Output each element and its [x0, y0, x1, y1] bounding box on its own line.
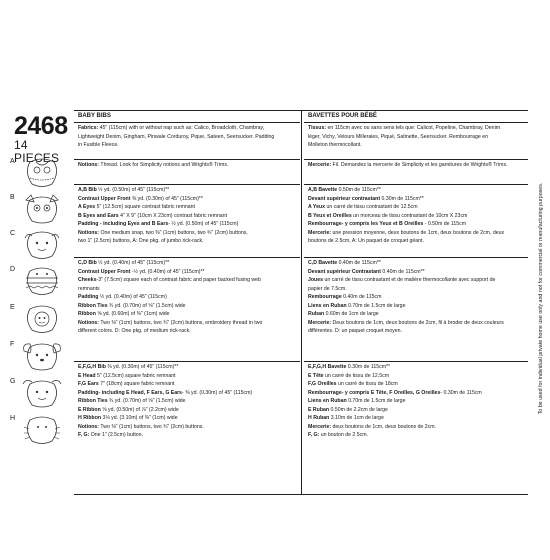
spec-line-label: Mercerie:	[308, 162, 332, 168]
spec-line-text: ¾ yd. (0.70m) of ⅝" (1.5cm) wide	[107, 302, 186, 309]
spec-line-text: 0.30m de 115cm**	[380, 195, 424, 202]
spec-line	[78, 212, 297, 221]
spec-line	[78, 372, 297, 381]
spec-line-label: Padding - including Eyes and B Ears	[78, 221, 169, 227]
spec-line	[308, 319, 525, 328]
thumbnail-letter: G	[10, 378, 16, 385]
spec-line	[78, 302, 297, 311]
spec-line-text: deux boutons de 1cm, deux boutons de 2cm.	[331, 423, 437, 430]
spec-line-text: Molleton thermocollant.	[308, 142, 362, 148]
spec-line-label: Ribbon Ties	[78, 302, 108, 309]
spec-line	[78, 327, 297, 336]
spec-line-text: remnants	[78, 285, 100, 292]
spec-line-text: un bouton de 2.5cm.	[319, 432, 368, 438]
pattern-pieces-count: 14 PIECES	[14, 138, 60, 165]
spec-line-label: Rembourrage- y compris E Tête, F Oreilles, G Oreilles	[308, 389, 441, 396]
spec-line-label: Notions:	[78, 319, 100, 326]
spec-line	[308, 161, 525, 170]
spec-line	[308, 293, 525, 302]
spec-line-text: 0.70m de 1.5cm de large	[346, 302, 406, 309]
spec-line-text: ⅜ yd. (0.30m) of 45" (115cm)**	[130, 195, 203, 202]
french-mercerie-section	[304, 160, 528, 185]
spec-line	[308, 380, 525, 389]
spec-line	[308, 124, 525, 133]
thumbnail-letter: B	[10, 194, 15, 201]
spec-line-label: E Tête	[308, 372, 324, 379]
spec-line-text: ⅝ yd. (0.50m) of ⅞" (2.2cm) wide	[100, 406, 179, 413]
spec-line-label: Ruban	[308, 311, 325, 317]
spec-line	[308, 259, 525, 268]
spec-line-label: Rembourrage- y compris les Yeux et B Oreilles	[308, 221, 424, 227]
spec-line-label: Ribbon	[78, 311, 96, 317]
spec-line	[78, 268, 297, 277]
yardage-table	[74, 110, 528, 495]
spec-line	[308, 423, 525, 432]
spec-line-text: in Fusible Fleece.	[78, 142, 119, 148]
spec-line	[308, 229, 525, 238]
spec-line	[308, 302, 525, 311]
french-section-efgh	[304, 362, 528, 494]
spec-line-label: Liens en Ruban	[308, 398, 347, 404]
english-section-ab	[74, 185, 300, 258]
spec-line-text: Deux boutons de 1cm, deux boutons de 2cm, fil à broder de deux couleurs	[331, 319, 504, 326]
spec-line-label: A,B Bib	[78, 187, 97, 193]
french-tissus-section	[304, 123, 528, 160]
spec-line	[78, 293, 297, 302]
spec-line-text: léger, Vichy, Velours Milleraies, Piqué, Satinette, Seersucker. Rembourrage en	[308, 133, 489, 140]
spec-line-text: - ⅜ yd. (0.30m) of 45" (115cm)	[182, 389, 253, 396]
spec-line-label: Padding- including E Head, F Ears, G Ears	[78, 389, 183, 396]
english-section-cd	[74, 258, 300, 362]
spec-line-text: - 0.30m de 115cm	[440, 389, 482, 396]
spec-line	[78, 133, 297, 142]
bib-a-icon	[22, 158, 62, 188]
spec-line	[78, 431, 297, 440]
spec-line-text: -3" (7.5cm) square each of contrast fabric and paper backed fusing web	[96, 277, 261, 283]
spec-line-label: C,D Bavette	[308, 260, 338, 266]
spec-line-label: Padding	[78, 294, 99, 300]
spec-line	[308, 195, 525, 204]
spec-line-text: ½ yd. (0.40m) of 45" (115cm)	[98, 294, 167, 300]
spec-line-label: C,D Bib	[78, 260, 97, 266]
spec-line-label: F, G:	[78, 432, 90, 438]
spec-line	[78, 161, 297, 170]
spec-line-text: 0.50m de 2.2cm de large	[329, 406, 388, 413]
spec-line-label: Cheeks	[78, 277, 97, 283]
spec-line-text: 3.10m de 1cm de large	[329, 415, 384, 421]
spec-line	[308, 220, 525, 229]
spec-line-label: F,G Oreilles	[308, 381, 337, 387]
spec-line	[308, 141, 525, 150]
spec-line-label: Fabrics:	[78, 125, 99, 131]
spec-line	[78, 389, 297, 398]
spec-line	[308, 268, 525, 277]
spec-line	[308, 327, 525, 336]
spec-line	[78, 285, 297, 294]
spec-line	[78, 397, 297, 406]
thumbnail-letter: H	[10, 415, 16, 422]
thumbnail-letter: E	[10, 304, 15, 311]
spec-line-text: ½ yd. (0.50m) of 45" (115cm)**	[96, 187, 170, 193]
view-thumbnails	[10, 158, 70, 458]
spec-line-text: un carré de tissu de 12.5cm	[323, 372, 390, 379]
spec-line	[308, 237, 525, 246]
spec-line	[78, 259, 297, 268]
spec-line	[308, 372, 525, 381]
spec-line-text: un carré de tissu contrastant de 12.5cm	[325, 204, 418, 210]
spec-line-text: 5" (12.5cm) square fabric remnant	[95, 372, 176, 379]
spec-line-label: A,B Bavette	[308, 187, 338, 193]
english-title: BABY BIBS	[74, 111, 300, 123]
spec-line-label: Notions:	[78, 162, 100, 168]
spec-line	[78, 423, 297, 432]
spec-line	[308, 133, 525, 142]
spec-line-text: One medium snap, two ⅜" (1cm) buttons, two ¾" (2cm) buttons,	[99, 229, 248, 236]
spec-line	[78, 380, 297, 389]
spec-line-label: Ribbon Ties	[78, 398, 108, 404]
bib-g-icon	[22, 378, 62, 408]
spec-line-text: 3⅛ yd. (3.10m) of ⅜" (1cm) wide	[101, 415, 178, 421]
bib-b-icon	[22, 194, 62, 224]
spec-line-label: F,G Ears	[78, 381, 99, 387]
bib-h-icon	[22, 415, 62, 445]
spec-line-label: B Eyes and Ears	[78, 212, 119, 219]
thumbnail-letter: F	[10, 341, 15, 348]
french-section-cd	[304, 258, 528, 362]
bib-e-icon	[22, 304, 62, 334]
spec-line	[78, 406, 297, 415]
spec-line-label: Mercerie:	[308, 229, 332, 236]
spec-line-label: Contrast Upper Front	[78, 268, 131, 275]
spec-line-text: 5" (12.5cm) square contrast fabric remnant	[95, 204, 195, 210]
column-divider	[301, 111, 302, 494]
spec-line	[308, 203, 525, 212]
french-column	[304, 111, 528, 494]
spec-line-text: 0.60m de 1cm de large	[324, 311, 379, 317]
spec-line-label: H Ruban	[308, 415, 330, 421]
thumbnail-letter: A	[10, 158, 15, 165]
spec-line	[78, 237, 297, 246]
spec-line-label: Joues	[308, 277, 323, 283]
spec-line-text: Fil. Demandez la mercerie de Simplicity et les garnitures de Wrights® Trims.	[331, 162, 508, 168]
spec-line-text: - 0.50m de 115cm	[423, 221, 467, 227]
spec-line-text: 0.40m de 115cm**	[337, 260, 381, 266]
spec-line-text: boutons de 2.5cm, A: Un paquet de croquet géant.	[308, 238, 424, 244]
spec-line-label: E Head	[78, 372, 96, 379]
spec-line-label: E Ruban	[308, 406, 330, 413]
spec-line	[78, 186, 297, 195]
spec-line	[78, 141, 297, 150]
bib-d-icon	[22, 266, 62, 296]
spec-line-text: two 1" (2.5cm) buttons, A: One pkg. of jumbo rick-rack.	[78, 238, 204, 244]
spec-line-label: Devant supérieur contrastant	[308, 195, 381, 202]
spec-line-label: E,F,G,H Bib	[78, 364, 106, 370]
pattern-number: 2468	[14, 112, 68, 140]
spec-line-text: ⅝ yd. (0.60m) of ⅜" (1cm) wide	[95, 311, 170, 317]
usage-notice-text: To be used for individual private home use only and not for commercial or manufacturing purposes.	[538, 182, 544, 415]
spec-line	[308, 285, 525, 294]
spec-line-label: A Eyes	[78, 204, 96, 210]
spec-line	[308, 363, 525, 372]
spec-line	[78, 220, 297, 229]
spec-line	[308, 389, 525, 398]
spec-line-text: ¾ yd. (0.70m) of ⅝" (1.5cm) wide	[107, 398, 186, 404]
spec-line	[308, 186, 525, 195]
bib-c-icon	[22, 230, 62, 260]
spec-line-label: E Ribbon	[78, 406, 101, 413]
spec-line-text: 4" X 9" (10cm X 23cm) contrast fabric remnant	[118, 212, 228, 219]
spec-line-text: - ½ yd. (0.50m) of 45" (115cm)	[168, 221, 239, 227]
thumbnail-letter: C	[10, 230, 16, 237]
spec-line	[78, 276, 297, 285]
spec-line-label: E,F,G,H Bavette	[308, 364, 347, 370]
spec-line	[78, 203, 297, 212]
spec-line-text: 7" (18cm) square fabric remnant	[98, 381, 175, 387]
spec-line-text: différentes. D: un paquet croquet moyen.	[308, 328, 402, 334]
spec-line	[308, 212, 525, 221]
spec-line-label: Notions:	[78, 229, 100, 236]
spec-line-text: un carré de tissu contrastant et de matière thermocollante avec support de	[323, 277, 496, 283]
spec-line-text: 0.50m de 115cm**	[337, 187, 381, 193]
spec-line-text: ⅜ yd. (0.30m) of 45" (115cm)**	[105, 364, 179, 370]
spec-line-text: un morceau de tissu contrastant de 10cm X 23cm	[351, 212, 468, 219]
spec-line-text: One 1" (2.5cm) button.	[89, 432, 143, 438]
spec-line-label: Contrast Upper Front	[78, 195, 131, 202]
spec-line	[78, 195, 297, 204]
french-section-ab	[304, 185, 528, 258]
spec-line-label: F, G:	[308, 432, 320, 438]
spec-line-text: 0.40m de 115cm	[341, 294, 382, 300]
spec-line-text: en 115cm avec ou sans sens tels que: Calicot, Popeline, Chambray, Denim	[326, 125, 501, 131]
usage-notice	[536, 100, 546, 497]
spec-line-label: Liens en Ruban	[308, 302, 347, 309]
spec-line-text: Two ⅜" (1cm) buttons, two ¾" (2cm) buttons.	[99, 423, 204, 430]
spec-line	[308, 397, 525, 406]
spec-line-text: 45" (115cm) with or without nap such as: Calico, Broadcloth, Chambray,	[98, 125, 265, 131]
english-notions-section	[74, 160, 300, 185]
english-fabrics-section	[74, 123, 300, 160]
spec-line-text: papier de 7.5cm.	[308, 285, 347, 292]
spec-line-text: une pression moyenne, deux boutons de 1cm, deux boutons de 2cm, deux	[331, 229, 505, 236]
spec-line-label: Notions:	[78, 423, 100, 430]
bib-f-icon	[22, 341, 62, 371]
spec-line-text: -½ yd. (0.40m) of 45" (115cm)**	[130, 268, 205, 275]
spec-line-text: 0.70m de 1.5cm de large	[346, 398, 406, 404]
spec-line	[78, 229, 297, 238]
spec-line-label: Mercerie:	[308, 423, 332, 430]
spec-line	[308, 406, 525, 415]
spec-line-label: Devant supérieur Contrastant	[308, 268, 381, 275]
spec-line-text: ½ yd. (0.40m) of 45" (115cm)**	[96, 260, 170, 266]
spec-line	[78, 319, 297, 328]
spec-line-text: Lightweight Denim, Gingham, Pinwale Corduroy, Pique, Sateen, Seersucker. Padding	[78, 133, 275, 140]
spec-line-label: Tissus:	[308, 125, 327, 131]
spec-line	[308, 414, 525, 423]
spec-line-label: H Ribbon	[78, 415, 102, 421]
spec-line-text: different colors. D: One pkg. of medium rick-rack.	[78, 328, 191, 334]
spec-line-text: un carré de tissu de 18cm	[336, 381, 398, 387]
spec-line	[308, 431, 525, 440]
spec-line	[308, 310, 525, 319]
spec-line-text: 0.40m de 115cm**	[380, 268, 425, 275]
spec-line-label: Mercerie:	[308, 319, 332, 326]
spec-line	[78, 310, 297, 319]
spec-line-label: A Yeux	[308, 204, 326, 210]
english-column	[74, 111, 300, 494]
spec-line-label: B Yeux et Oreilles	[308, 212, 352, 219]
spec-line-label: Rembourrage	[308, 294, 342, 300]
spec-line-text: Thread. Look for Simplicity notions and Wrights® Trims.	[99, 162, 229, 168]
spec-line	[78, 414, 297, 423]
french-title: BAVETTES POUR BÉBÉ	[304, 111, 528, 123]
spec-line	[78, 363, 297, 372]
thumbnail-letter: D	[10, 266, 16, 273]
spec-line	[308, 276, 525, 285]
spec-line	[78, 124, 297, 133]
spec-line-text: Two ⅜" (1cm) buttons, two ¾" (2cm) buttons, embroidery thread in two	[99, 319, 263, 326]
spec-line-text: 0.30m de 115cm**	[346, 364, 391, 370]
english-section-efgh	[74, 362, 300, 494]
